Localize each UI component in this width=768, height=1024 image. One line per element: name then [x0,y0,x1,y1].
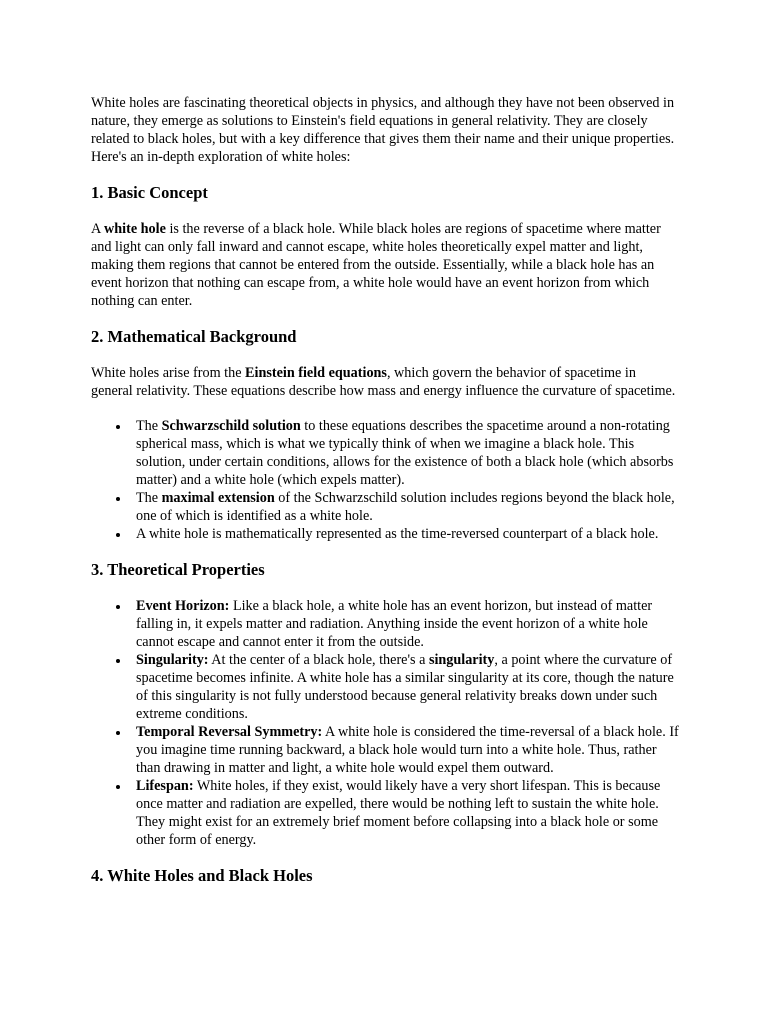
list-item: Singularity: At the center of a black hole, there's a singularity, a point where the curvature of spacetime becomes infinite. A white hole has a similar singularity at its core, though the nature of this singularity is not fully understood because general relativity breaks down under such extreme conditions. [136,651,679,723]
list-item: A white hole is mathematically represented as the time-reversed counterpart of a black hole. [136,525,679,543]
section-3-list [91,597,679,849]
section-2-heading: 2. Mathematical Background [91,327,297,346]
section-2-list [91,417,679,543]
list-item: Lifespan: White holes, if they exist, would likely have a very short lifespan. This is because once matter and radiation are expelled, there would be nothing left to sustain the white hole. They might exist for an extremely brief moment before collapsing into a black hole or some other form of energy. [136,777,679,849]
intro-paragraph: White holes are fascinating theoretical objects in physics, and although they have not been observed in nature, they emerge as solutions to Einstein's field equations in general relativity. They are closely related to black holes, but with a key difference that gives them their name and their unique properties. Here's an in-depth exploration of white holes: [91,95,675,165]
section-2-paragraph: White holes arise from the Einstein field equations, which govern the behavior of spacetime in general relativity. These equations describe how mass and energy influence the curvature of spacetime. [91,365,676,399]
document-page [91,94,679,886]
section-4-heading: 4. White Holes and Black Holes [91,866,313,885]
section-1-heading: 1. Basic Concept [91,183,208,202]
list-item: The Schwarzschild solution to these equations describes the spacetime around a non-rotating spherical mass, which is what we typically think of when we imagine a black hole. This solution, under certain conditions, allows for the existence of both a black hole (which absorbs matter) and a white hole (which expels matter). [136,417,679,489]
section-1-paragraph: A white hole is the reverse of a black hole. While black holes are regions of spacetime where matter and light can only fall inward and cannot escape, white holes theoretically expel matter and light, making them regions that cannot be entered from the outside. Essentially, while a black hole has an event horizon that nothing can escape from, a white hole would have an event horizon from which nothing can enter. [91,221,661,309]
list-item: Event Horizon: Like a black hole, a white hole has an event horizon, but instead of matter falling in, it expels matter and radiation. Anything inside the event horizon of a white hole cannot escape and cannot enter it from the outside. [136,597,679,651]
section-3-heading: 3. Theoretical Properties [91,560,265,579]
list-item: Temporal Reversal Symmetry: A white hole is considered the time-reversal of a black hole. If you imagine time running backward, a black hole would turn into a white hole. Thus, rather than drawing in matter and light, a white hole would expel them outward. [136,724,679,776]
list-item: The maximal extension of the Schwarzschild solution includes regions beyond the black hole, one of which is identified as a white hole. [136,489,679,525]
